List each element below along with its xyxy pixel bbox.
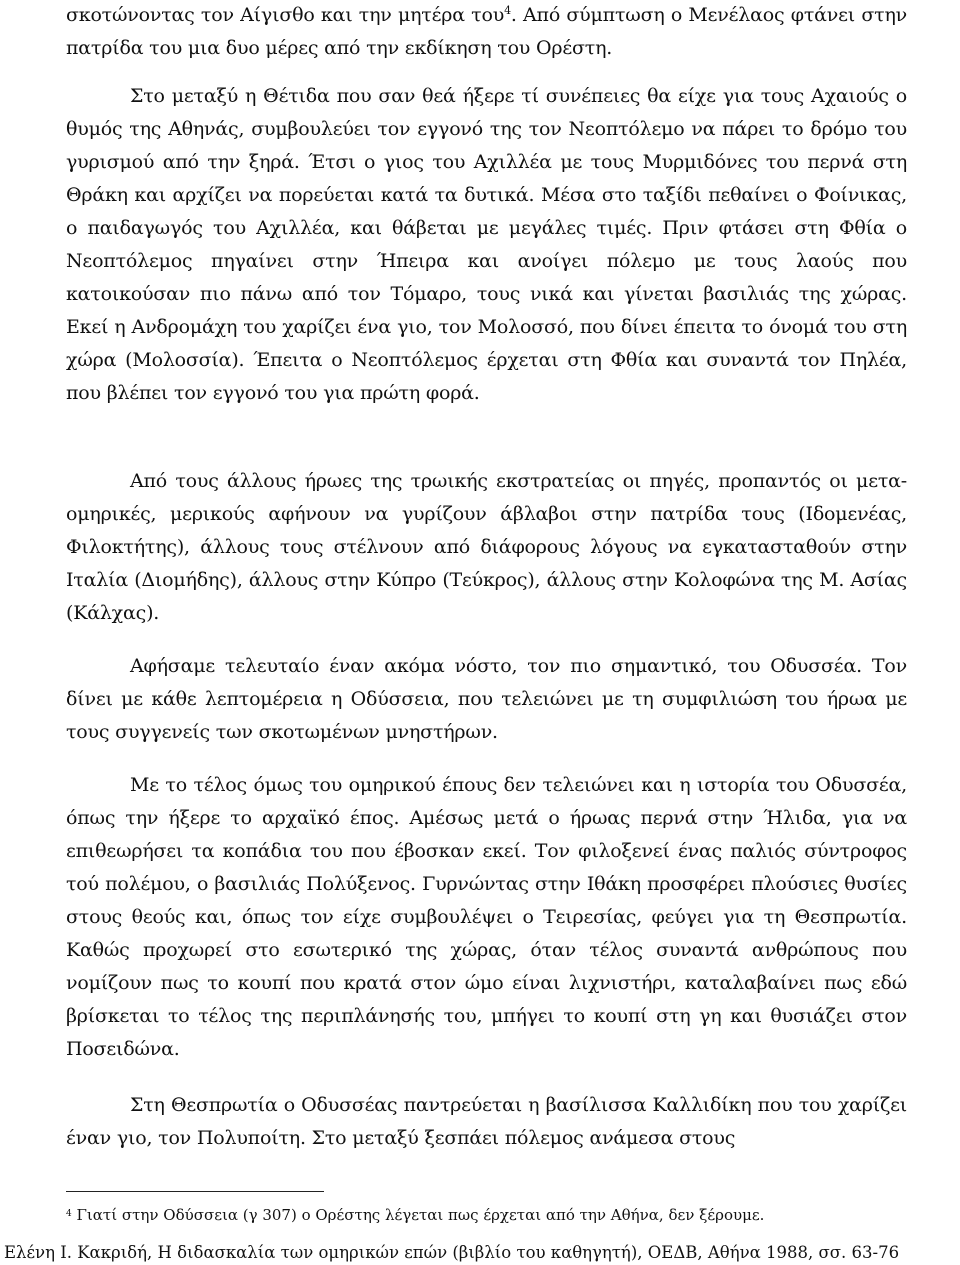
paragraph-1-text-cont: . Από σύμπτωση ο Μενέλαος φτάνει στην πατρίδα του μια δυο μέρες από την εκδίκηση του Ορέστη. <box>66 4 907 59</box>
paragraph-1 <box>66 0 907 65</box>
source-citation: Ελένη Ι. Κακριδή, Η διδασκαλία των ομηρικών επών (βιβλίο του καθηγητή), ΟΕΔΒ, Αθήνα 1988, σσ. 63-76 <box>4 1243 900 1262</box>
footnote-separator <box>66 1191 324 1192</box>
paragraph-5: Με το τέλος όμως του ομηρικού έπους δεν τελειώνει και η ιστορία του Οδυσσέα, όπως την ήξερε το αρχαϊκό έπος. Αμέσως μετά ο ήρωας περνά στην Ήλιδα, για να επιθεωρήσει τα κοπάδια του που έβοσκαν εκεί. Τον φιλοξενεί ένας παλιός σύντροφος τού πολέμου, ο βασιλιάς Πολύξενος. Γυρνώντας στην Ιθάκη προσφέρει πλούσιες θυσίες στους θεούς και, όπως τον είχε συμβουλέψει ο Τειρεσίας, φεύγει για τη Θεσπρωτία. Καθώς προχωρεί στο εσωτερικό της χώρας, όταν τέλος συναντά ανθρώπους που νομίζουν πως το κουπί που κρατά στον ώμο είναι λιχνιστήρι, καταλαβαίνει πως εδώ βρίσκεται το τέλος της περιπλάνησής του, μπήγει το κουπί στη γη και θυσιάζει στον Ποσειδώνα. <box>66 774 907 1060</box>
footnote-text: Γιατί στην Οδύσσεια (γ 307) ο Ορέστης λέγεται πως έρχεται από την Αθήνα, δεν ξέρουμε. <box>71 1206 765 1224</box>
paragraph-3: Από τους άλλους ήρωες της τρωικής εκστρατείας οι πηγές, προπαντός οι μετα-ομηρικές, μερικούς αφήνουν να γυρίζουν άβλαβοι στην πατρίδα τους (Ιδομενέας, Φιλοκτήτης), άλλους τους στέλνουν από διάφορους λόγους να εγκατασταθούν στην Ιταλία (Διομήδης), άλλους στην Κύπρο (Τεύκρος), άλλους στην Κολοφώνα της Μ. Ασίας (Κάλχας). <box>66 470 907 624</box>
footnote-ref-4[interactable]: 4 <box>504 4 511 17</box>
footnote <box>66 1205 907 1225</box>
footnote-number: 4 <box>66 1209 72 1219</box>
paragraph-1-text: σκοτώνοντας τον Αίγισθο και την μητέρα του <box>66 4 505 26</box>
paragraph-2: Στο μεταξύ η Θέτιδα που σαν θεά ήξερε τί συνέπειες θα είχε για τους Αχαιούς ο θυμός της Αθηνάς, συμβουλεύει τον εγγονό της τον Νεοπτόλεμο να πάρει το δρόμο του γυρισμού από την ξηρά. Έτσι ο γιος του Αχιλλέα με τους Μυρμιδόνες του περνά στη Θράκη και αρχίζει να πορεύεται κατά τα δυτικά. Μέσα στο ταξίδι πεθαίνει ο Φοίνικας, ο παιδαγωγός του Αχιλλέα, και θάβεται με μεγάλες τιμές. Πριν φτάσει στη Φθία ο Νεοπτόλεμος πηγαίνει στην Ήπειρα και ανοίγει πόλεμο με τους λαούς που κατοικούσαν πιο πάνω από τον Τόμαρο, τους νικά και γίνεται βασιλιάς της χώρας. Εκεί η Ανδρομάχη του χαρίζει ένα γιο, τον Μολοσσό, που δίνει έπειτα το όνομά του στη χώρα (Μολοσσία). Έπειτα ο Νεοπτόλεμος έρχεται στη Φθία και συναντά τον Πηλέα, που βλέπει τον εγγονό του για πρώτη φορά. <box>66 85 907 404</box>
paragraph-6: Στη Θεσπρωτία ο Οδυσσέας παντρεύεται η βασίλισσα Καλλιδίκη που του χαρίζει έναν γιο, τον Πολυποίτη. Στο μεταξύ ξεσπάει πόλεμος ανάμεσα στους <box>66 1094 907 1149</box>
paragraph-4: Αφήσαμε τελευταίο έναν ακόμα νόστο, τον πιο σημαντικό, του Οδυσσέα. Τον δίνει με κάθε λεπτομέρεια η Οδύσσεια, που τελειώνει με τη συμφιλιώση του ήρωα με τους συγγενείς των σκοτωμένων μνηστήρων. <box>66 655 907 743</box>
